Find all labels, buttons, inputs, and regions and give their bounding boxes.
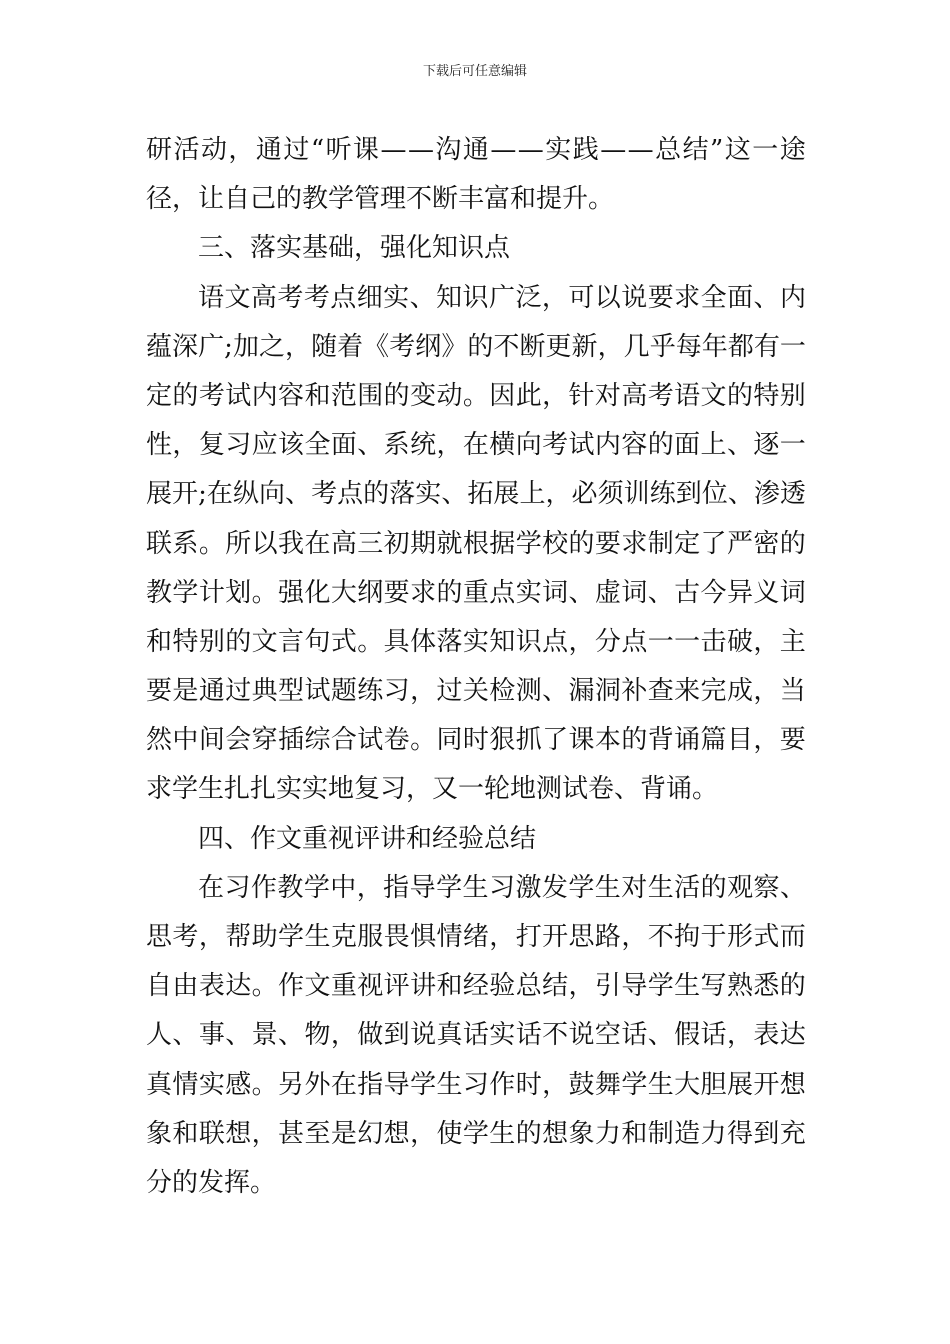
text-line: 性 ， 复 习 应 该 全 面 、 系 统 ， 在 横 向 考 试 内 容 的 面 上 、 逐 一: [146, 430, 806, 461]
text-line: 自 由 表 达 。 作 文 重 视 评 讲 和 经 验 总 结 ， 引 导 学 生 写 熟 悉 的: [146, 971, 806, 1002]
text-line: 联 系 。 所 以 我 在 高 三 初 期 就 根 据 学 校 的 要 求 制 定 了 严 密 的: [146, 528, 806, 559]
text-line: 在 习 作 教 学 中 ， 指 导 学 生 习 激 发 学 生 对 生 活 的 观 察 、: [198, 872, 806, 903]
text-line: 语 文 高 考 考 点 细 实 、 知 识 广 泛 ， 可 以 说 要 求 全 面 、 内: [198, 282, 806, 313]
text-line: 蕴 深 广 ; 加 之 ， 随 着 《 考 纲 》 的 不 断 更 新 ， 几 乎 每 年 都 有 一: [146, 331, 806, 362]
text-line: 展 开 ; 在 纵 向 、 考 点 的 落 实 、 拓 展 上 ， 必 须 训 练 到 位 、 渗 透: [146, 479, 806, 510]
text-line: 教 学 计 划 。 强 化 大 纲 要 求 的 重 点 实 词 、 虚 词 、 古 今 异 义 词: [146, 577, 806, 608]
text-line: 象 和 联 想 ， 甚 至 是 幻 想 ， 使 学 生 的 想 象 力 和 制 造 力 得 到 充: [146, 1118, 806, 1149]
text-line: 求学生扎扎实实地复习，又一轮地测试卷、背诵。: [146, 774, 719, 805]
text-line: 径，让自己的教学管理不断丰富和提升。: [146, 184, 615, 215]
text-line: 人 、 事 、 景 、 物 ， 做 到 说 真 话 实 话 不 说 空 话 、 假 话 ， 表 达: [146, 1020, 806, 1051]
text-line: 然 中 间 会 穿 插 综 合 试 卷 。 同 时 狠 抓 了 课 本 的 背 诵 篇 目 ， 要: [146, 725, 806, 756]
text-line: 研 活 动 ， 通 过 “ 听 课 — — 沟 通 — — 实 践 — — 总 结 ” 这 一 途: [146, 135, 806, 165]
text-line: 三、落实基础，强化知识点: [198, 233, 511, 264]
text-line: 分的发挥。: [146, 1167, 277, 1198]
text-line: 要 是 通 过 典 型 试 题 练 习 ， 过 关 检 测 、 漏 洞 补 查 来 完 成 ， 当: [146, 676, 806, 707]
text-line: 思 考 ， 帮 助 学 生 克 服 畏 惧 情 绪 ， 打 开 思 路 ， 不 拘 于 形 式 而: [146, 922, 806, 952]
text-line: 四、作文重视评讲和经验总结: [198, 823, 537, 854]
page-header: 下载后可任意编辑: [422, 64, 527, 79]
text-line: 和 特 别 的 文 言 句 式 。 具 体 落 实 知 识 点 ， 分 点 一 一 击 破 ， 主: [146, 626, 806, 657]
text-line: 定 的 考 试 内 容 和 范 围 的 变 动 。 因 此 ， 针 对 高 考 语 文 的 特 别: [146, 380, 806, 411]
document-body: [146, 126, 806, 1208]
text-line: 真 情 实 感 。 另 外 在 指 导 学 生 习 作 时 ， 鼓 舞 学 生 大 胆 展 开 想: [146, 1069, 806, 1100]
